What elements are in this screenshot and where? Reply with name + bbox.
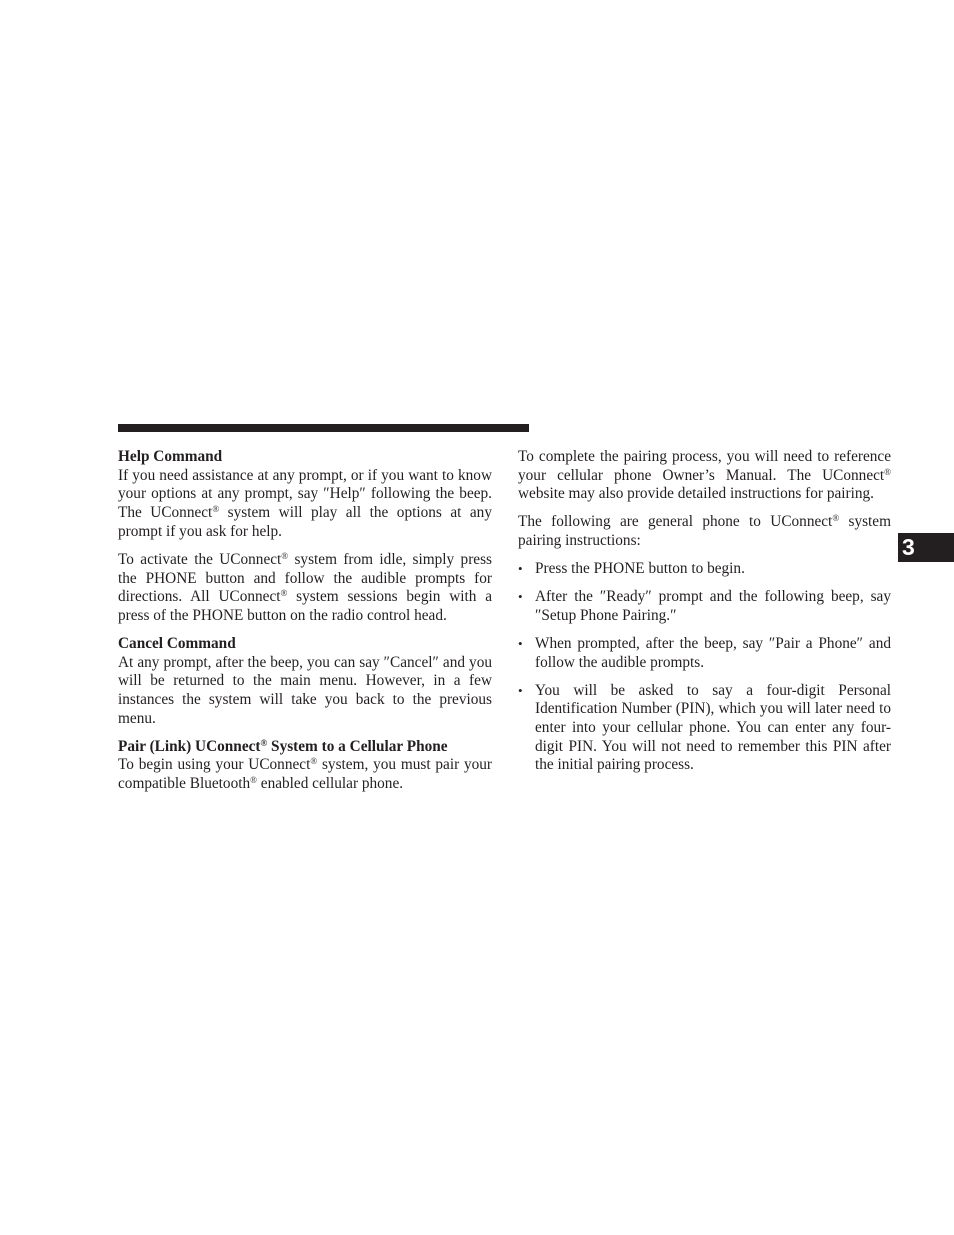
- right-column: [518, 448, 891, 784]
- activate-paragraph: To activate the UConnect® system from idle, simply press the PHONE button and follow the audible prompts for directions. All UConnect® system sessions begin with a press of the PHONE button on the radio control head.: [118, 550, 492, 624]
- registered-mark: ®: [212, 504, 220, 515]
- registered-mark: ®: [281, 550, 289, 561]
- cancel-command-heading: Cancel Command: [118, 634, 236, 652]
- list-item: • When prompted, after the beep, say ″Pair a Phone″ and follow the audible prompts.: [518, 635, 891, 672]
- registered-mark: ®: [260, 737, 268, 748]
- pairing-steps-list: [518, 560, 891, 775]
- left-column: [118, 448, 492, 794]
- registered-mark: ®: [884, 466, 891, 477]
- section-tab: 3: [898, 533, 954, 562]
- registered-mark: ®: [280, 588, 288, 599]
- pair-phone-paragraph: To begin using your UConnect® system, you must pair your compatible Bluetooth® enabled cellular phone.: [118, 756, 492, 793]
- pair-phone-heading: Pair (Link) UConnect® System to a Cellular Phone: [118, 737, 448, 755]
- help-command-heading: Help Command: [118, 448, 223, 465]
- list-item: • Press the PHONE button to begin.: [518, 560, 891, 579]
- pairing-process-paragraph: To complete the pairing process, you will need to reference your cellular phone Owner’s Manual. The UConnect® website may also provide detailed instructions for pairing.: [518, 448, 891, 503]
- registered-mark: ®: [310, 756, 318, 767]
- registered-mark: ®: [250, 775, 257, 786]
- list-item: • After the ″Ready″ prompt and the following beep, say ″Setup Phone Pairing.″: [518, 588, 891, 625]
- section-rule: [118, 424, 529, 432]
- list-item: • You will be asked to say a four-digit Personal Identification Number (PIN), which you will later need to enter into your cellular phone. You can enter any four-digit PIN. You will not need to remember this PIN after the initial pairing process.: [518, 682, 891, 776]
- general-instructions-paragraph: The following are general phone to UConnect® system pairing instructions:: [518, 513, 891, 550]
- registered-mark: ®: [832, 513, 840, 524]
- help-command-paragraph: If you need assistance at any prompt, or if you want to know your options at any prompt, say ″Help″ following the beep. The UConnect® system will play all the options at any prompt if you ask for help.: [118, 466, 492, 540]
- cancel-command-paragraph: At any prompt, after the beep, you can say ″Cancel″ and you will be returned to the main menu. However, in a few instances the system will take you back to the previous menu.: [118, 653, 492, 727]
